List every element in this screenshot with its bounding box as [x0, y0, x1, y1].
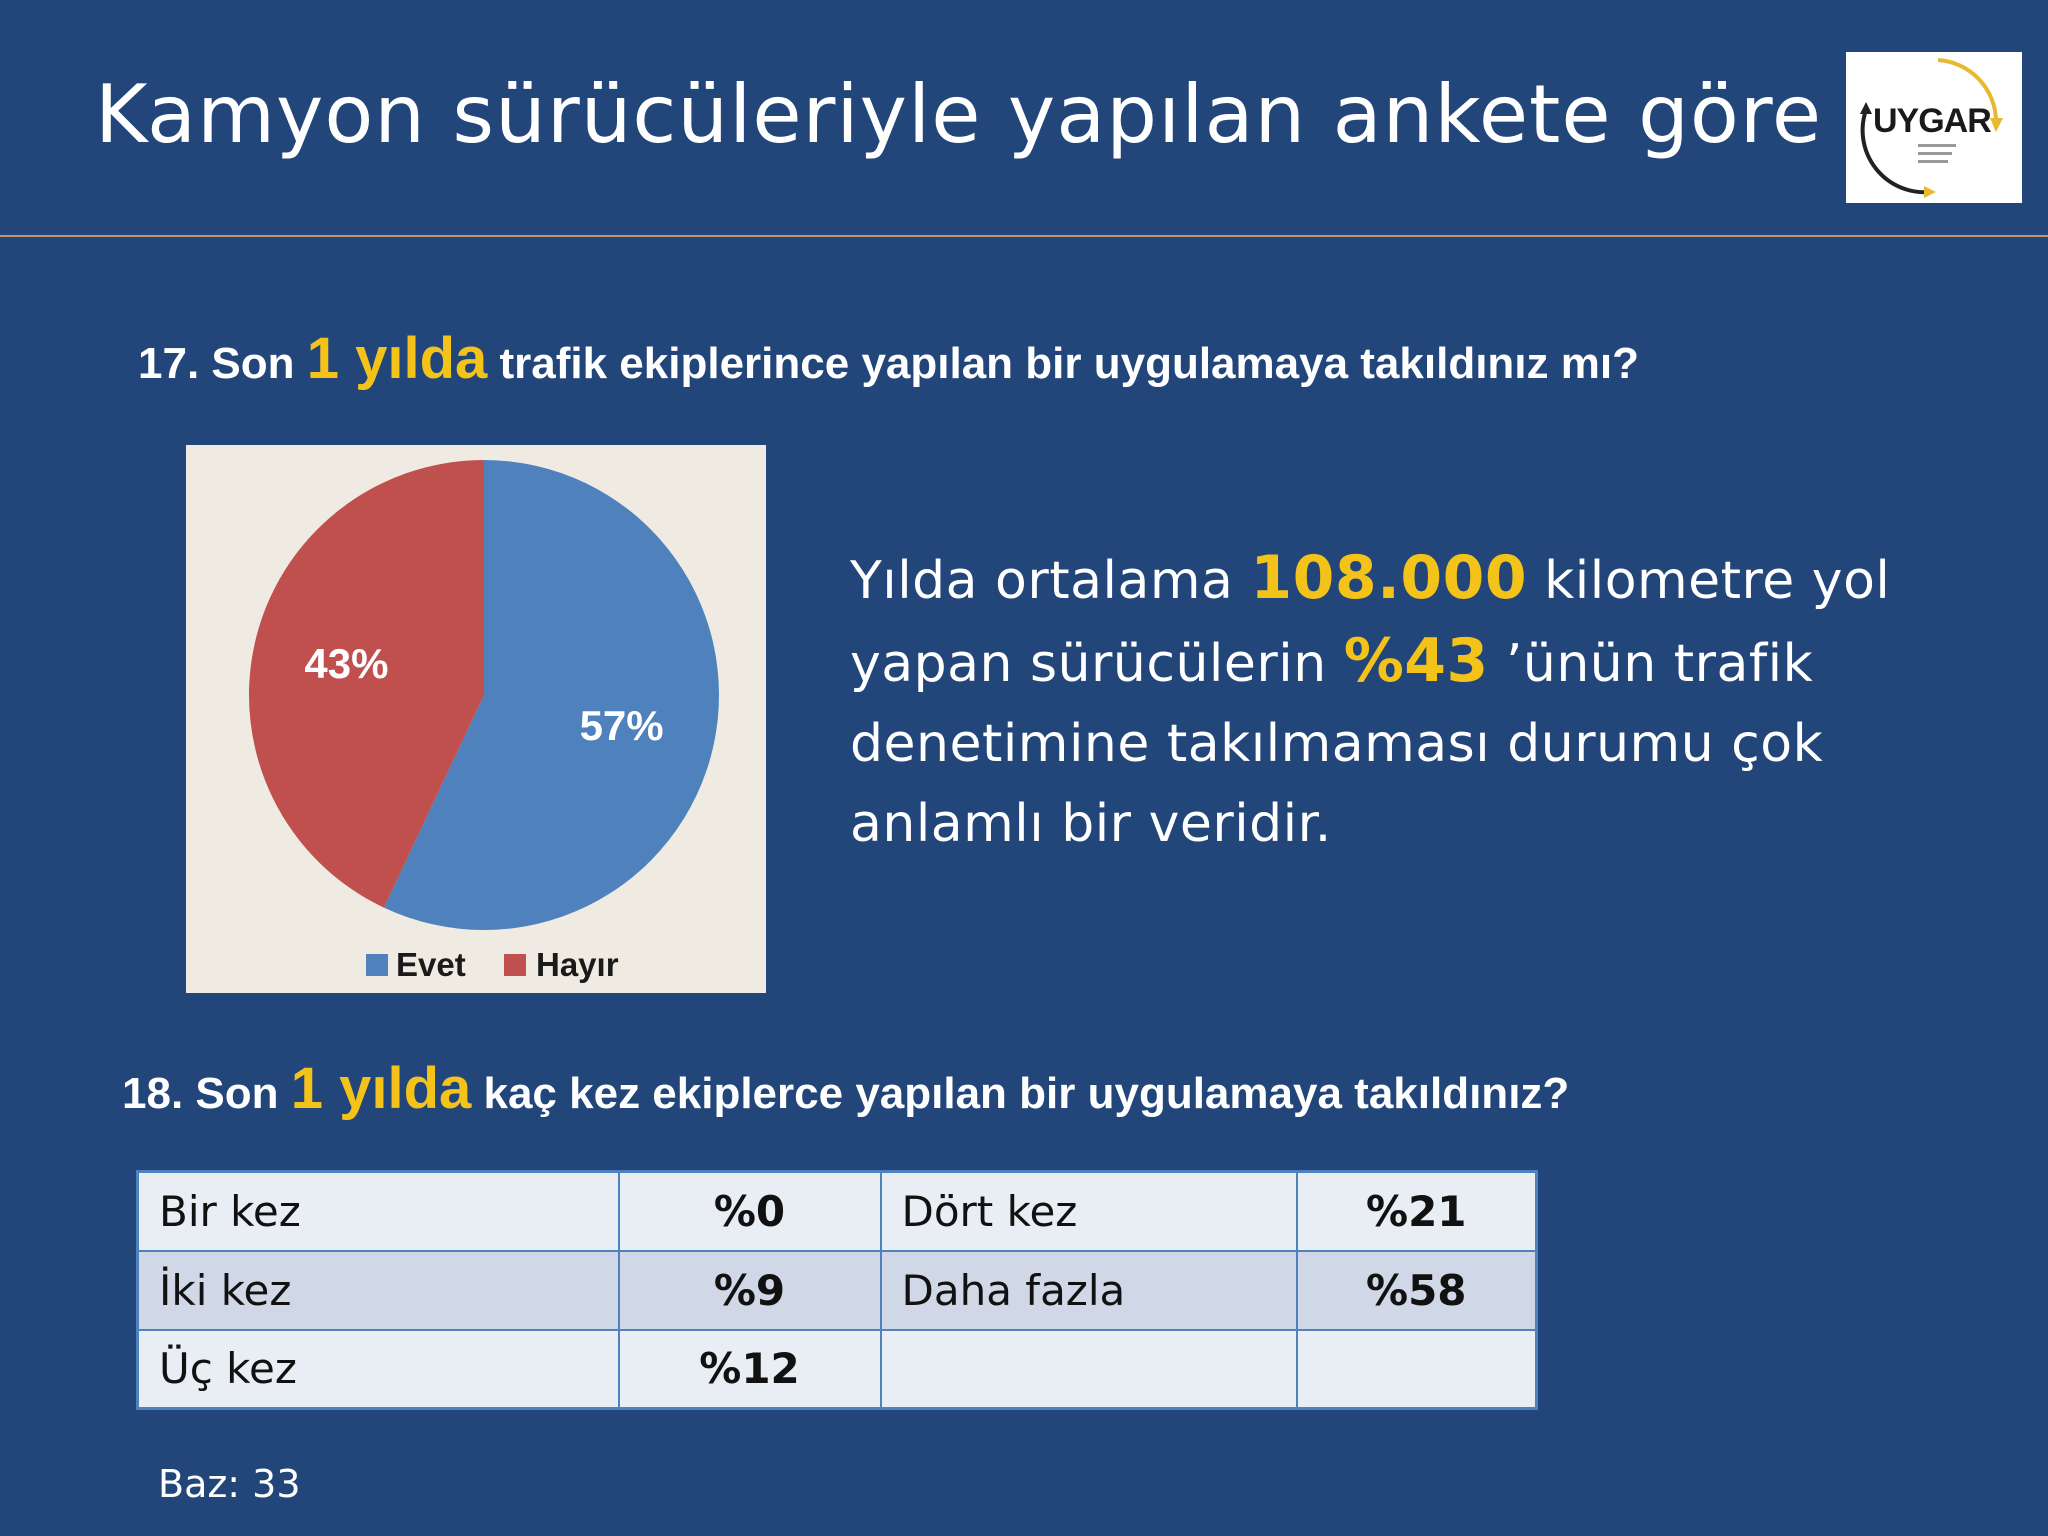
question-18-prefix: 18. Son	[122, 1069, 291, 1118]
statement-part-3: ’ünün trafik denetimine takılmaması durumu çok anlamlı bir veridir.	[850, 634, 1824, 854]
table-cell-value: %9	[619, 1251, 881, 1330]
statement-percent-value: %43	[1343, 626, 1489, 696]
table-row	[138, 1251, 1537, 1330]
data-label-evet: 57%	[579, 701, 664, 749]
table-cell-value: %12	[619, 1330, 881, 1409]
statement-part-2: kilometre yol yapan sürücülerin	[850, 551, 1891, 694]
statement-part-1: Yılda ortalama	[850, 551, 1251, 611]
question-17-suffix: trafik ekiplerince yapılan bir uygulamaya takıldınız mı?	[487, 339, 1639, 388]
question-18-highlight: 1 yılda	[290, 1056, 472, 1121]
statement-km-value: 108.000	[1250, 543, 1528, 613]
table-cell-label	[881, 1330, 1297, 1409]
table-cell-label: Bir kez	[138, 1172, 619, 1251]
table-cell-label: Üç kez	[138, 1330, 619, 1409]
question-17-highlight: 1 yılda	[306, 326, 488, 391]
table-cell-label: Daha fazla	[881, 1251, 1297, 1330]
question-17	[138, 325, 1639, 392]
question-18	[122, 1055, 1569, 1122]
statement-text	[850, 538, 1950, 864]
table-cell-value: %58	[1297, 1251, 1537, 1330]
legend-swatch-hayir	[504, 954, 526, 976]
question-18-suffix: kaç kez ekiplerce yapılan bir uygulamaya takıldınız?	[471, 1069, 1570, 1118]
frequency-table	[136, 1170, 1538, 1410]
pie-chart	[186, 445, 766, 993]
question-17-prefix: 17. Son	[138, 339, 307, 388]
data-label-hayir: 43%	[304, 640, 389, 688]
uygar-logo	[1846, 52, 2022, 203]
table-cell-label: Dört kez	[881, 1172, 1297, 1251]
legend-label-evet: Evet	[396, 946, 466, 983]
table-row	[138, 1330, 1537, 1409]
table-cell-value	[1297, 1330, 1537, 1409]
legend-label-hayir: Hayır	[536, 946, 619, 983]
table-cell-value: %21	[1297, 1172, 1537, 1251]
table-cell-value: %0	[619, 1172, 881, 1251]
slide-title: Kamyon sürücüleriyle yapılan ankete göre	[95, 68, 1823, 161]
table-row	[138, 1172, 1537, 1251]
title-divider	[0, 235, 2048, 237]
logo-wordmark: UYGAR	[1873, 102, 1991, 140]
table-cell-label: İki kez	[138, 1251, 619, 1330]
legend-swatch-evet	[366, 954, 388, 976]
base-note: Baz: 33	[158, 1462, 301, 1506]
